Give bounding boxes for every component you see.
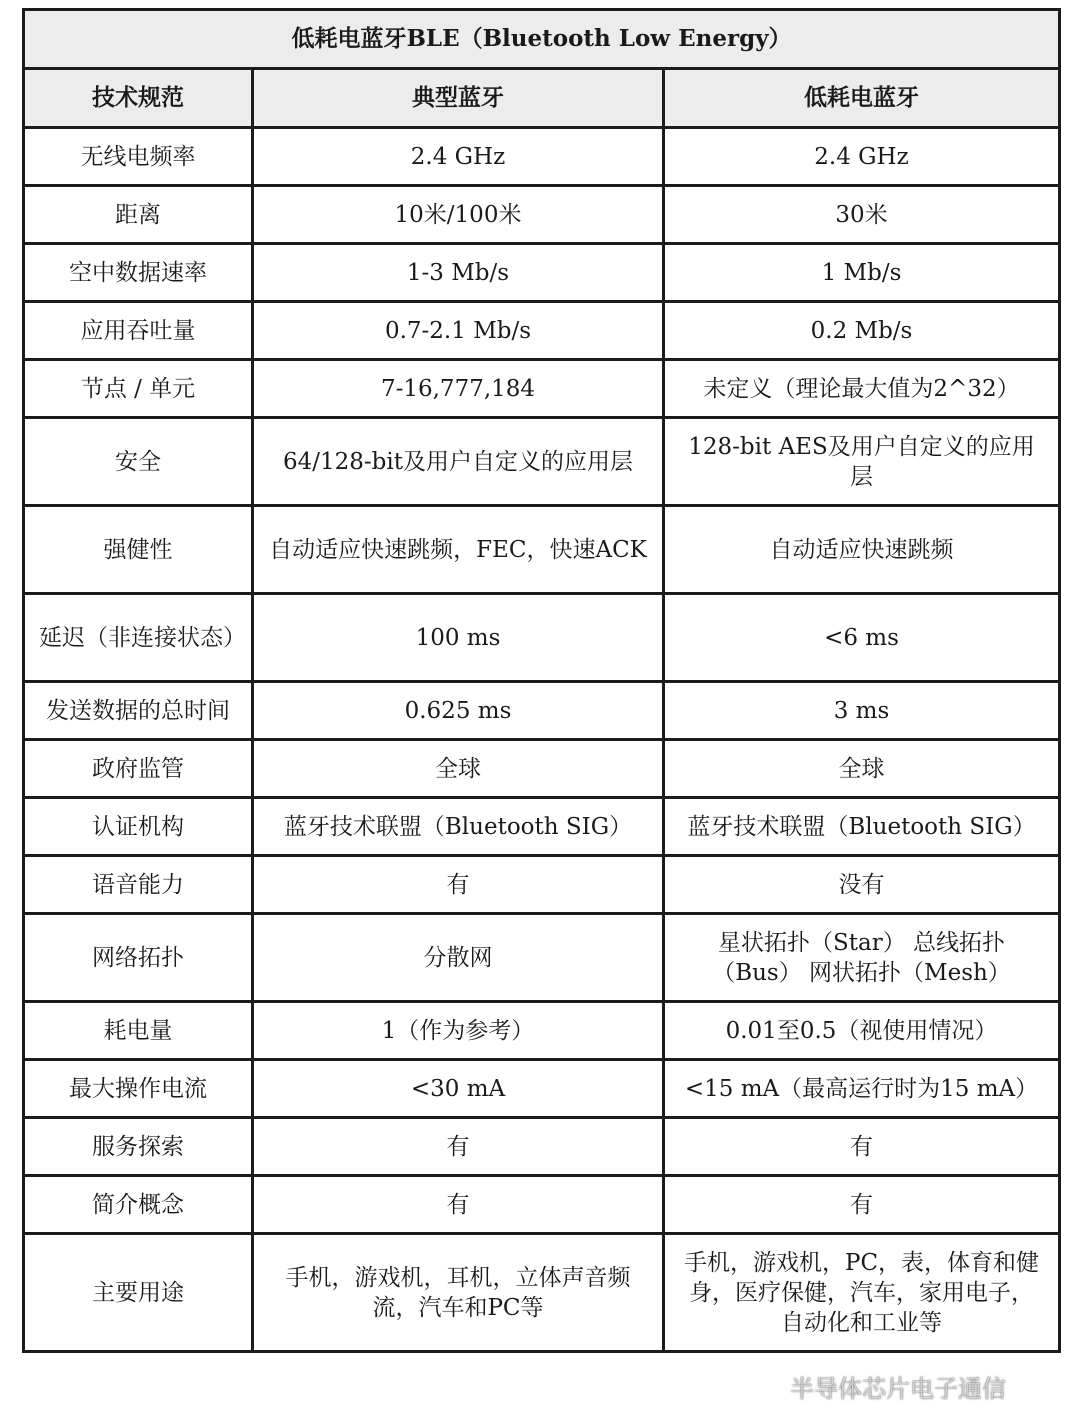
ble-value: 蓝牙技术联盟（Bluetooth SIG）: [664, 798, 1060, 856]
row-label: 主要用途: [24, 1234, 253, 1352]
classic-value: 0.625 ms: [253, 682, 664, 740]
classic-value: 10米/100米: [253, 186, 664, 244]
table-title: 低耗电蓝牙BLE（Bluetooth Low Energy）: [24, 10, 1060, 69]
classic-value: 有: [253, 1118, 664, 1176]
row-label: 空中数据速率: [24, 244, 253, 302]
ble-value: 有: [664, 1118, 1060, 1176]
table-row: [24, 740, 1060, 798]
row-label: 认证机构: [24, 798, 253, 856]
ble-value: 全球: [664, 740, 1060, 798]
ble-value: <6 ms: [664, 594, 1060, 682]
row-label: 发送数据的总时间: [24, 682, 253, 740]
table-row: [24, 186, 1060, 244]
table-row: [24, 1060, 1060, 1118]
table-row: [24, 418, 1060, 506]
classic-value: 1-3 Mb/s: [253, 244, 664, 302]
ble-value: 没有: [664, 856, 1060, 914]
classic-value: 1（作为参考）: [253, 1002, 664, 1060]
classic-value: 有: [253, 856, 664, 914]
ble-value: 未定义（理论最大值为2^32）: [664, 360, 1060, 418]
table-row: [24, 506, 1060, 594]
table-row: [24, 682, 1060, 740]
row-label: 强健性: [24, 506, 253, 594]
classic-value: 2.4 GHz: [253, 128, 664, 186]
classic-value: <30 mA: [253, 1060, 664, 1118]
ble-value: 0.2 Mb/s: [664, 302, 1060, 360]
classic-value: 分散网: [253, 914, 664, 1002]
ble-value: 3 ms: [664, 682, 1060, 740]
row-label: 距离: [24, 186, 253, 244]
ble-comparison-table: [22, 8, 1061, 1353]
ble-value: 2.4 GHz: [664, 128, 1060, 186]
row-label: 服务探索: [24, 1118, 253, 1176]
row-label: 政府监管: [24, 740, 253, 798]
ble-value: 30米: [664, 186, 1060, 244]
table-row: [24, 1234, 1060, 1352]
classic-value: 0.7-2.1 Mb/s: [253, 302, 664, 360]
ble-value: 自动适应快速跳频: [664, 506, 1060, 594]
classic-value: 全球: [253, 740, 664, 798]
table-row: [24, 244, 1060, 302]
table-row: [24, 1176, 1060, 1234]
row-label: 节点 / 单元: [24, 360, 253, 418]
ble-value: 有: [664, 1176, 1060, 1234]
classic-value: 手机，游戏机，耳机，立体声音频流，汽车和PC等: [253, 1234, 664, 1352]
wechat-icon: [752, 1373, 782, 1399]
classic-value: 64/128-bit及用户自定义的应用层: [253, 418, 664, 506]
ble-value: 1 Mb/s: [664, 244, 1060, 302]
column-header-ble: 低耗电蓝牙: [664, 69, 1060, 128]
classic-value: 100 ms: [253, 594, 664, 682]
table-row: [24, 856, 1060, 914]
classic-value: 自动适应快速跳频，FEC，快速ACK: [253, 506, 664, 594]
ble-value: 128-bit AES及用户自定义的应用层: [664, 418, 1060, 506]
column-header-classic-bluetooth: 典型蓝牙: [253, 69, 664, 128]
ble-value: <15 mA（最高运行时为15 mA）: [664, 1060, 1060, 1118]
row-label: 最大操作电流: [24, 1060, 253, 1118]
table-row: [24, 798, 1060, 856]
spec-table-container: [22, 8, 1058, 1353]
row-label: 无线电频率: [24, 128, 253, 186]
row-label: 语音能力: [24, 856, 253, 914]
row-label: 安全: [24, 418, 253, 506]
row-label: 应用吞吐量: [24, 302, 253, 360]
watermark-text: 半导体芯片电子通信: [790, 1374, 1006, 1403]
table-row: [24, 360, 1060, 418]
row-label: 网络拓扑: [24, 914, 253, 1002]
table-title-row: [24, 10, 1060, 69]
table-row: [24, 302, 1060, 360]
ble-value: 手机，游戏机，PC，表，体育和健身，医疗保健，汽车，家用电子，自动化和工业等: [664, 1234, 1060, 1352]
table-row: [24, 128, 1060, 186]
table-row: [24, 914, 1060, 1002]
watermark: [752, 1366, 1052, 1406]
row-label: 耗电量: [24, 1002, 253, 1060]
classic-value: 有: [253, 1176, 664, 1234]
table-header-row: [24, 69, 1060, 128]
row-label: 延迟（非连接状态）: [24, 594, 253, 682]
table-row: [24, 1002, 1060, 1060]
ble-value: 0.01至0.5（视使用情况）: [664, 1002, 1060, 1060]
classic-value: 蓝牙技术联盟（Bluetooth SIG）: [253, 798, 664, 856]
column-header-spec: 技术规范: [24, 69, 253, 128]
ble-value: 星状拓扑（Star） 总线拓扑（Bus） 网状拓扑（Mesh）: [664, 914, 1060, 1002]
table-row: [24, 1118, 1060, 1176]
classic-value: 7-16,777,184: [253, 360, 664, 418]
row-label: 简介概念: [24, 1176, 253, 1234]
table-row: [24, 594, 1060, 682]
